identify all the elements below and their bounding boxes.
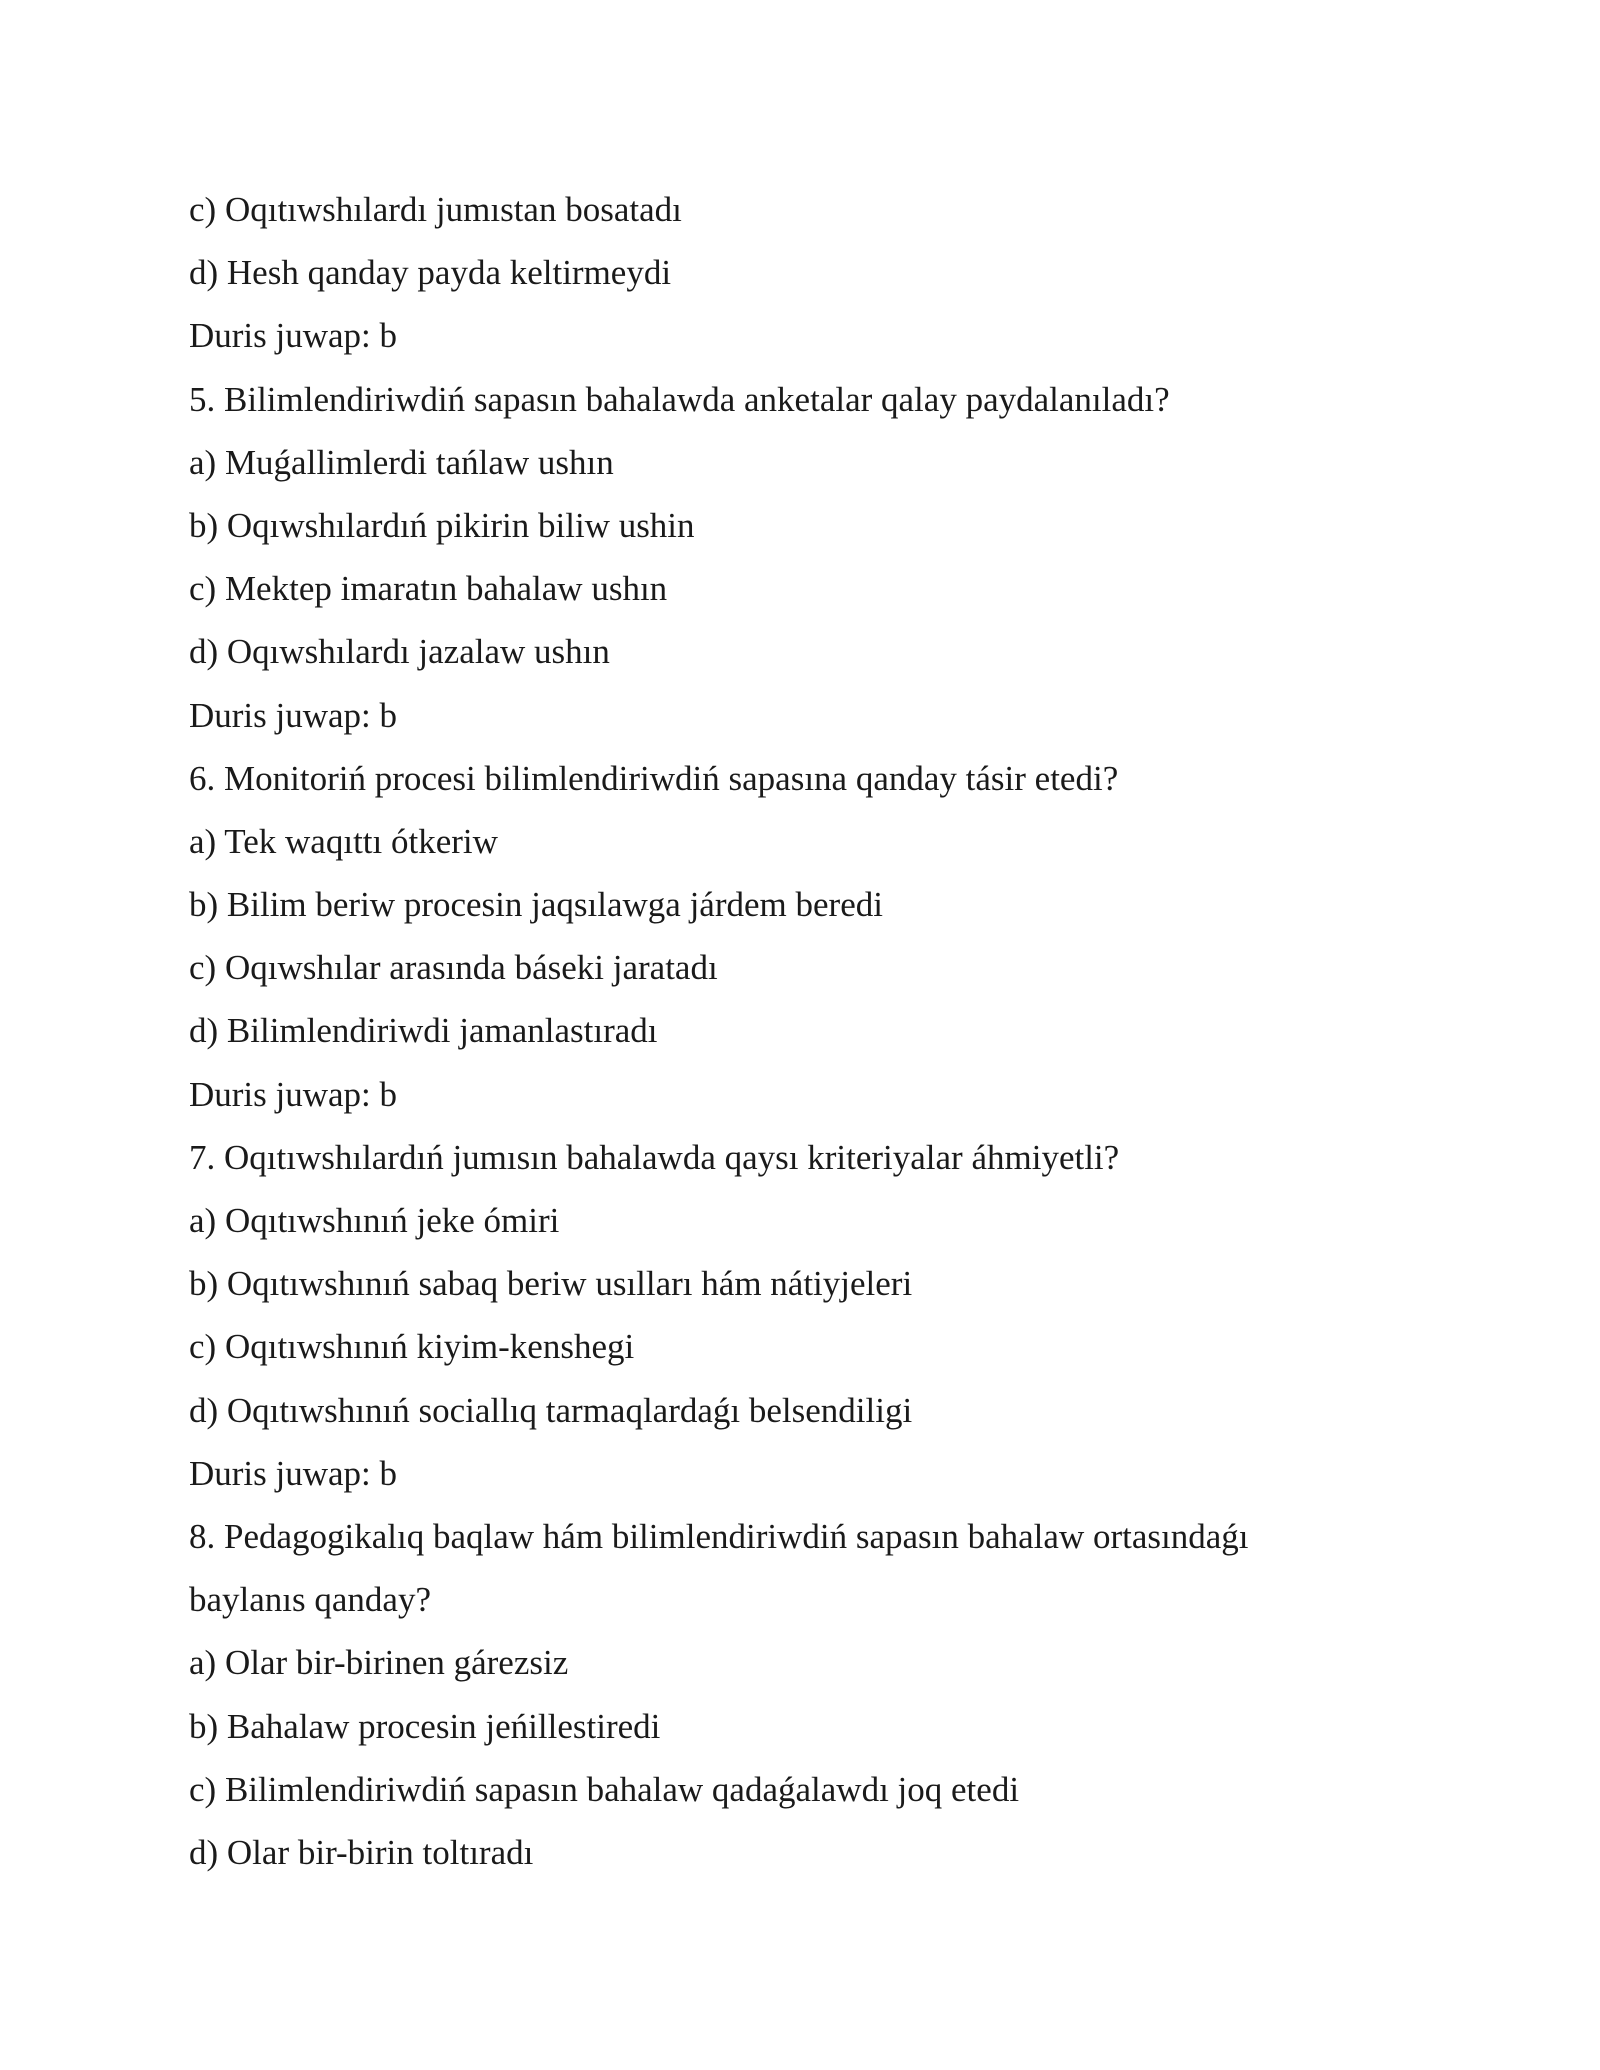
answer-option-d: d) Oqıwshılardı jazalaw ushın: [189, 632, 610, 672]
answer-option-c: c) Oqıtıwshınıń kiyim-kenshegi: [189, 1327, 635, 1367]
answer-option-a: a) Olar bir-birinen gárezsiz: [189, 1643, 569, 1683]
answer-option-d: d) Hesh qanday payda keltirmeydi: [189, 253, 672, 293]
document-body: [189, 178, 1419, 1884]
correct-answer: Duris juwap: b: [189, 316, 398, 356]
question-8-continued: baylanıs qanday?: [189, 1580, 431, 1620]
answer-option-c: c) Oqıtıwshılardı jumıstan bosatadı: [189, 190, 682, 229]
answer-option-d: d) Olar bir-birin toltıradı: [189, 1832, 534, 1872]
correct-answer: Duris juwap: b: [189, 1074, 398, 1114]
correct-answer: Duris juwap: b: [189, 1453, 398, 1493]
answer-option-d: d) Bilimlendiriwdi jamanlastıradı: [189, 1011, 658, 1051]
correct-answer: Duris juwap: b: [189, 695, 398, 735]
answer-option-c: c) Oqıwshılar arasında báseki jaratadı: [189, 948, 718, 988]
answer-option-b: b) Oqıwshılardıń pikirin biliw ushin: [189, 505, 695, 545]
answer-option-a: a) Muǵallimlerdi tańlaw ushın: [189, 442, 614, 482]
answer-option-b: b) Bahalaw procesin jeńillestiredi: [189, 1706, 661, 1746]
answer-option-b: b) Bilim beriw procesin jaqsılawga járdem beredi: [189, 885, 883, 925]
question-6: 6. Monitoriń procesi bilimlendiriwdiń sapasına qanday tásir etedi?: [189, 758, 1119, 798]
answer-option-c: c) Bilimlendiriwdiń sapasın bahalaw qadaǵalawdı joq etedi: [189, 1769, 1020, 1809]
answer-option-d: d) Oqıtıwshınıń sociallıq tarmaqlardaǵı belsendiligi: [189, 1390, 913, 1430]
answer-option-b: b) Oqıtıwshınıń sabaq beriw usılları hám nátiyjeleri: [189, 1264, 913, 1304]
answer-option-a: a) Tek waqıttı ótkeriw: [189, 821, 498, 861]
answer-option-c: c) Mektep imaratın bahalaw ushın: [189, 569, 668, 609]
question-8: 8. Pedagogikalıq baqlaw hám bilimlendiriwdiń sapasın bahalaw ortasındaǵı: [189, 1516, 1249, 1556]
answer-option-a: a) Oqıtıwshınıń jeke ómiri: [189, 1201, 560, 1240]
question-7: 7. Oqıtıwshılardıń jumısın bahalawda qaysı kriteriyalar áhmiyetli?: [189, 1137, 1120, 1177]
question-5: 5. Bilimlendiriwdiń sapasın bahalawda anketalar qalay paydalanıladı?: [189, 379, 1170, 419]
